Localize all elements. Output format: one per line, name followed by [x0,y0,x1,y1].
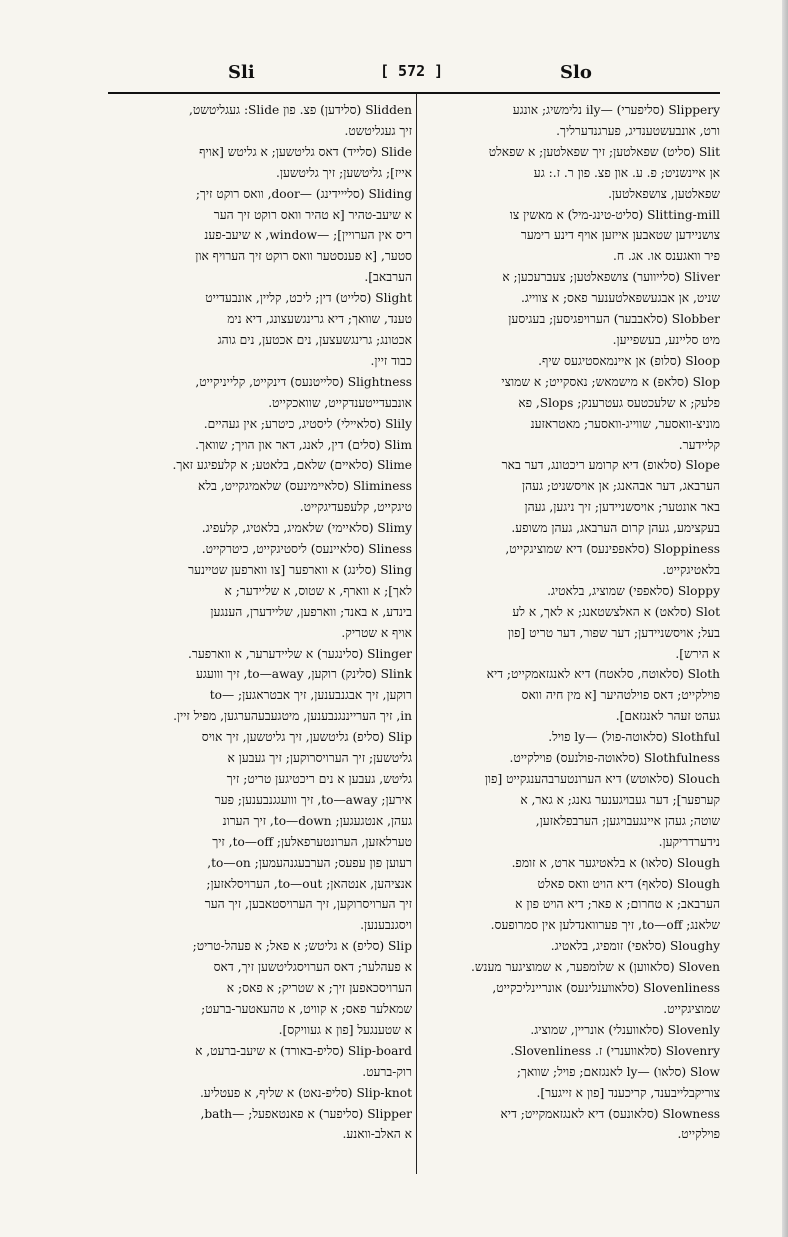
dictionary-line: ריס אין הערויין]; —window, א שיעב-פענ [204,228,412,243]
dictionary-line: Slink (סלינק) רוקען, to—away, זיך ווועגע [196,667,412,682]
header-left-guide-word: Sli [228,62,255,83]
left-column [112,100,412,1145]
dictionary-line: Slitting-mill (סליט-טינג-מיל) א מאשין צו [509,207,720,222]
dictionary-line: הערויסכאפען זיך; א שטריק; א פאס; א [226,981,412,996]
dictionary-line: Slip-knot (סליפ-נאט) א שליף, א פעטליע. [199,1085,412,1100]
dictionary-line: Sliver (סלייווער) צושפאלטען; צעברעכען; א [502,270,720,285]
dictionary-line: געהט זעהר לאנגזאם]. [615,709,720,724]
dictionary-line: א שיעב-טהיר [א טהיר וואס רוקט זיך הער [213,207,412,222]
page-edge [782,0,788,1237]
dictionary-line: אויף א שטריק. [341,625,412,640]
dictionary-line: לאך]; א ווארף, א שטוס, א שליידער; א [224,583,412,598]
dictionary-line: צוריקבלייבענד, קריכענד [פון א זייגער]. [536,1085,720,1100]
dictionary-line: Slouch (סלאוטש) דיא הערונטערבהענגקייט [פון [484,772,720,786]
dictionary-line: פוילקייט. [677,1127,720,1142]
header-right-guide-word: Slo [560,62,592,83]
dictionary-line: רוק-ברעט. [362,1064,412,1079]
header-rule [108,92,720,94]
dictionary-line: צושניידען שטאבען אייזען אויף דינע רימער [520,228,720,243]
dictionary-line: Sliminess (סלאיימינעס) שלאמיגקייט, בלא [198,479,412,494]
dictionary-line: באר אונטער; אויסשניידען; זיך ניגען, געהן [524,500,720,515]
dictionary-line: Slide (סלייד) דאס גליטשען; א גליטש [אויף [199,144,412,159]
dictionary-line: נידערדריקען. [658,834,720,849]
dictionary-line: טיגקייט, קלעפעדיגקייט. [299,500,412,515]
dictionary-line: Sloven (סלאווען) א שלומפער, א שמוציגער מענש. [471,960,720,975]
dictionary-line: בינדע, א באנד; ווארפען, שליידערן, הענגען [210,604,412,619]
dictionary-line: בעקצימע, געהן קרום הערבאג, געהן משופע. [511,521,720,536]
dictionary-line: הערבאג, דער אבהאנג; אן אויסשניט; געהן [522,479,720,494]
dictionary-line: זיך הערויסרוקען, זיך הערויסטאבען, זיך הער [204,897,412,912]
dictionary-line: Slough (סלאו) א בלאטיגער ארט, א זומפ. [511,855,720,870]
dictionary-line: א האלב-וואנע. [342,1127,412,1142]
dictionary-line: Slime (סלאיים) שלאם, בלאטע; א קלעפיגע זאך. [172,458,412,473]
dictionary-line: Sliding (סלייידינג) —door, וואס רוקט זיך; [195,186,412,201]
dictionary-line: Slily (סלאיילי) ליסטיג, כיטרע; אין געהיים. [203,416,412,431]
dictionary-line: Slinger (סלינגער) א שליידערער, א ווארפער. [188,646,412,661]
dictionary-line: Slot (סלאט) א האלצשטאנג; א לאך, א לע [512,604,720,619]
right-column [420,100,720,1145]
dictionary-line: טערלאזען, הערונטערפאלען; to—off, זיך [212,834,412,849]
dictionary-line: Sliness (סלאיינעס) ליסטיגקייט, כיטרקייט. [201,542,412,557]
dictionary-line: א שטענגעל [פון א געוויקס]. [278,1022,412,1037]
page-header [110,62,710,88]
dictionary-line: שלאנג; to—off, זיך פערוואנדלען אין סמרופעס. [490,918,720,933]
dictionary-line: Slovenliness (סלאווענלינעס) אונריינליכקייט, [492,981,720,996]
dictionary-line: אירען; to—away, זיך ווועגגנבענען; פער [214,792,412,807]
dictionary-line: טענד, שוואך; דיא גרינגשעצונג, דיא נימ [227,312,412,327]
dictionary-line: Slothful (סלאוטה-פול) —ly פויל. [548,730,720,745]
dictionary-line: Slimy (סלאיימי) שלאמיג, בלאטיג, קלעפיג. [201,521,412,536]
dictionary-line: שפאלטען, צושפאלטען. [608,186,720,201]
dictionary-line: א פעהלער; דאס הערויסגליטשען זיך, דאס [213,960,412,975]
dictionary-line: רוקען, זיך אבגנבענען, זיך אבטראגען; —to [209,688,412,703]
dictionary-line: שמאלער פאס; א קוויט, א טהעאטער-ברעט; [201,1001,412,1016]
dictionary-line: Slip (סליפ) א גליטש; א פאל; א פעהל-טריט; [192,939,412,954]
dictionary-line: Slight (סלייט) דין; ליכט, קליין, אונבעדייט [205,291,412,306]
dictionary-line: Slothfulness (סלאוטה-פולנעס) פוילקייט. [509,751,720,766]
column-divider [416,94,417,1174]
dictionary-line: בלאטיגקייט. [662,562,720,577]
dictionary-line: אן איינשניט; פ. ע. און פצ. פון ר. ז.: גע [533,165,720,180]
dictionary-line: Slit (סליט) שפאלטען; זיך שפאלטען; א שפאלט [488,144,720,159]
dictionary-line: קערפער]; דער געבויגענער גאנג; א גאר, א [520,792,720,807]
dictionary-line: פיר וואגענס או. אג. ח. [612,249,720,264]
dictionary-line: Slippery (סליפערי) —ily נלימשיג; אונגע [512,103,720,117]
dictionary-line: גליטש, געבען א נים ריכטיגען טריט; זיך [226,772,412,786]
page-number: [ 572 ] [380,62,444,80]
dictionary-line: מיט סליינע, בעשפייען. [612,332,720,347]
dictionary-line: רעוען פון עפעס; הערבעגנהעמען; to—on, [207,855,412,870]
dictionary-line: הערבאב]. [364,270,412,285]
dictionary-line: אונבעדייטענדקייט, שוואכקייט. [268,395,412,410]
dictionary-line: געהן, אנטגעגען; to—down, זיך הערונ [222,813,412,828]
dictionary-line: Slovenry (סלאווענרי) ז. Slovenliness. [510,1043,720,1058]
dictionary-line: שוטה; געהן איינגעבויגען; הערבפלאזען, [535,813,720,828]
dictionary-line: זיך געגליטשט. [344,123,412,138]
dictionary-line: אכטונג; גרינגשעצען, נים אכטען, נים גוהג [217,332,412,347]
dictionary-line: אייז]; גליטשען; זיך גליטשען. [276,165,412,180]
dictionary-line: Sloop (סלופ) אן איינמאסטיגעס שיף. [538,353,720,368]
dictionary-line: שניט, אן אבגעשפאלטענער פאס; א צווייג. [520,291,720,306]
dictionary-line: Slip (סליפ) גליטשען, זיך גליטשען, זיך אויס [201,730,412,745]
dictionary-line: Slow (סלאו) —ly לאנגזאם; פויל; שוואך; [516,1064,720,1079]
dictionary-line: ורט, אונבעשטענדיג, פערגנדערליך. [556,123,720,138]
dictionary-line: Slip-board (סליפ-באורד) א שיעב-ברעט, א [195,1043,412,1058]
dictionary-line: פוילקייט; דאס פוילטהיער [א מין חיה וואס [521,688,720,703]
dictionary-line: Slope (סלאופ) דיא קרומע ריכטונג, דער באר [501,458,720,473]
dictionary-line: Slough (סלאף) דיא הויט וואס פאלט [537,876,720,891]
dictionary-line: in, זיך הערייננגנבענען, מיטגעבעהערגען, מפיל זיין. [173,709,412,724]
dictionary-line: כבוד זיין. [370,353,412,368]
dictionary-line: Sloppiness (סלאפפינעס) דיא שמוציגקייט, [505,542,720,557]
dictionary-line: Sloth (סלאוטח, סלאטח) דיא לאנגזאמקייט; דיא [486,667,720,682]
dictionary-line: קליידער. [678,437,720,452]
dictionary-line: סטער, [א פענסטער וואס רוקט זיך הערויף און [195,249,412,264]
dictionary-line: Sloughy (סלאפי) זומפיג, בלאטיג. [550,939,720,954]
dictionary-line: ויסגנבענען. [360,918,412,933]
dictionary-line: Slightness (סלייטנעס) דינקייט, קלייניקייט, [195,374,412,389]
dictionary-line: א הירש]. [675,646,720,661]
dictionary-line: פלעק; א שלעכטעס געטרענק; Slops, פא [518,395,720,410]
dictionary-line: שמוציגקייט. [663,1001,720,1016]
dictionary-line: Sloppy (סלאפפי) שמוציג, בלאטיג. [547,583,720,598]
dictionary-line: Slovenly (סלאווענלי) אונריין, שמוציג. [530,1022,720,1037]
dictionary-line: Slobber (סלאבבער) הערויפגיסען; בעגיסען [508,312,720,327]
dictionary-line: Slipper (סליפער) א פאנטאפעל; —bath, [200,1106,412,1121]
dictionary-line: מוניצ-וואסער, שווייג-וואסער; מאטראזענ [530,416,720,431]
dictionary-line: Sling (סלינג) א ווארפער [צו ווארפען שטיינער [188,562,412,577]
dictionary-line: Slim (סלים) דין, לאנג, דאר און הויך; שוואך. [195,437,412,452]
dictionary-line: Slowness (סלאונעס) דיא לאנגזאמקייט; דיא [500,1106,720,1121]
dictionary-line: Slidden (סלידען) פצ. פון Slide: געגליטשט, [189,103,412,117]
dictionary-line: גליטשען; זיך הערויסרוקען; זיך געבען א [227,751,412,766]
dictionary-line: אנציהען, אנטהאן; to—out, הערויסלאזען; [206,876,412,891]
dictionary-line: Slop (סלאפ) א מישמאש; נאסקייט; א שמוצי [501,374,720,389]
dictionary-line: הערבאב; א טחרום; א פאר; דיא הויט פון א [515,897,720,912]
dictionary-line: בעל; אויסשניידען; דער שפור, דער טריט [פון [507,625,720,640]
